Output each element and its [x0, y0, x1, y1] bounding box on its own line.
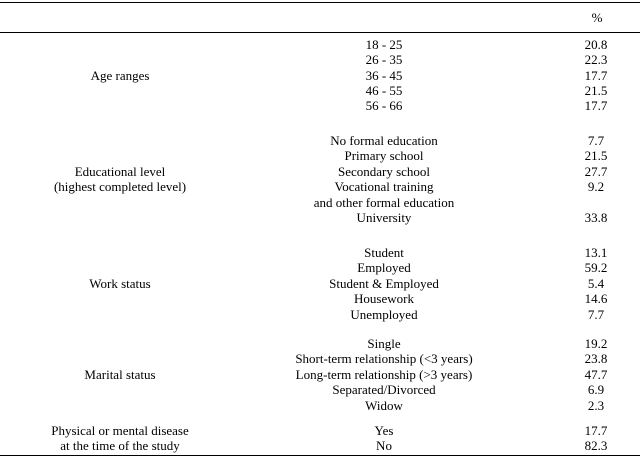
category-label: Vocational training: [334, 179, 434, 194]
category-label-continued: and other formal education: [313, 195, 455, 210]
group-label-disease-sub: at the time of the study: [60, 438, 180, 453]
category-label: University: [356, 210, 412, 225]
percent-value: 17.7: [584, 98, 608, 113]
percent-value: 20.8: [584, 37, 608, 52]
percent-value: 5.4: [587, 276, 605, 291]
percent-value: 6.9: [587, 382, 605, 397]
percent-value: 21.5: [584, 148, 608, 163]
percent-value: 2.3: [587, 398, 605, 413]
group-label-marital-status: Marital status: [84, 367, 156, 382]
percent-value: 9.2: [587, 179, 605, 194]
category-label: Separated/Divorced: [332, 382, 436, 397]
table-top-rule: [0, 2, 640, 3]
category-label: Long-term relationship (>3 years): [295, 367, 473, 382]
group-label-educational-level-sub: (highest completed level): [53, 179, 187, 194]
percent-value: 47.7: [584, 367, 608, 382]
category-label: Widow: [365, 398, 403, 413]
category-label: Student & Employed: [329, 276, 439, 291]
table-header-rule: [0, 32, 640, 33]
category-label: Secondary school: [337, 164, 431, 179]
category-label: Short-term relationship (<3 years): [295, 351, 473, 366]
percent-value: 82.3: [584, 438, 608, 453]
percent-value: 23.8: [584, 351, 608, 366]
group-label-work-status: Work status: [89, 276, 151, 291]
category-label: No formal education: [330, 133, 438, 148]
category-label: 18 - 25: [365, 37, 403, 52]
percent-value: 17.7: [584, 423, 608, 438]
category-label: Unemployed: [350, 307, 418, 322]
group-label-disease: Physical or mental disease: [51, 423, 189, 438]
category-label: Student: [364, 245, 404, 260]
percent-value: 17.7: [584, 68, 608, 83]
percent-value: 7.7: [587, 133, 605, 148]
category-label: 56 - 66: [365, 98, 403, 113]
table-bottom-rule: [0, 455, 640, 456]
category-label: 36 - 45: [365, 68, 403, 83]
category-label: Housework: [354, 291, 414, 306]
percent-value: 27.7: [584, 164, 608, 179]
group-label-age-ranges: Age ranges: [90, 68, 150, 83]
category-label: No: [376, 438, 392, 453]
category-label: 46 - 55: [365, 83, 403, 98]
percent-value: 19.2: [584, 336, 608, 351]
category-label: 26 - 35: [365, 52, 403, 67]
group-label-educational-level: Educational level: [74, 164, 166, 179]
percent-value: 33.8: [584, 210, 608, 225]
category-label: Yes: [374, 423, 394, 438]
percent-value: 22.3: [584, 52, 608, 67]
category-label: Employed: [357, 260, 411, 275]
percent-value: 59.2: [584, 260, 608, 275]
percent-value: 13.1: [584, 245, 608, 260]
category-label: Single: [367, 336, 401, 351]
percent-value: 14.6: [584, 291, 608, 306]
percent-column-header: %: [591, 10, 603, 25]
category-label: Primary school: [344, 148, 424, 163]
percent-value: 7.7: [587, 307, 605, 322]
percent-value: 21.5: [584, 83, 608, 98]
